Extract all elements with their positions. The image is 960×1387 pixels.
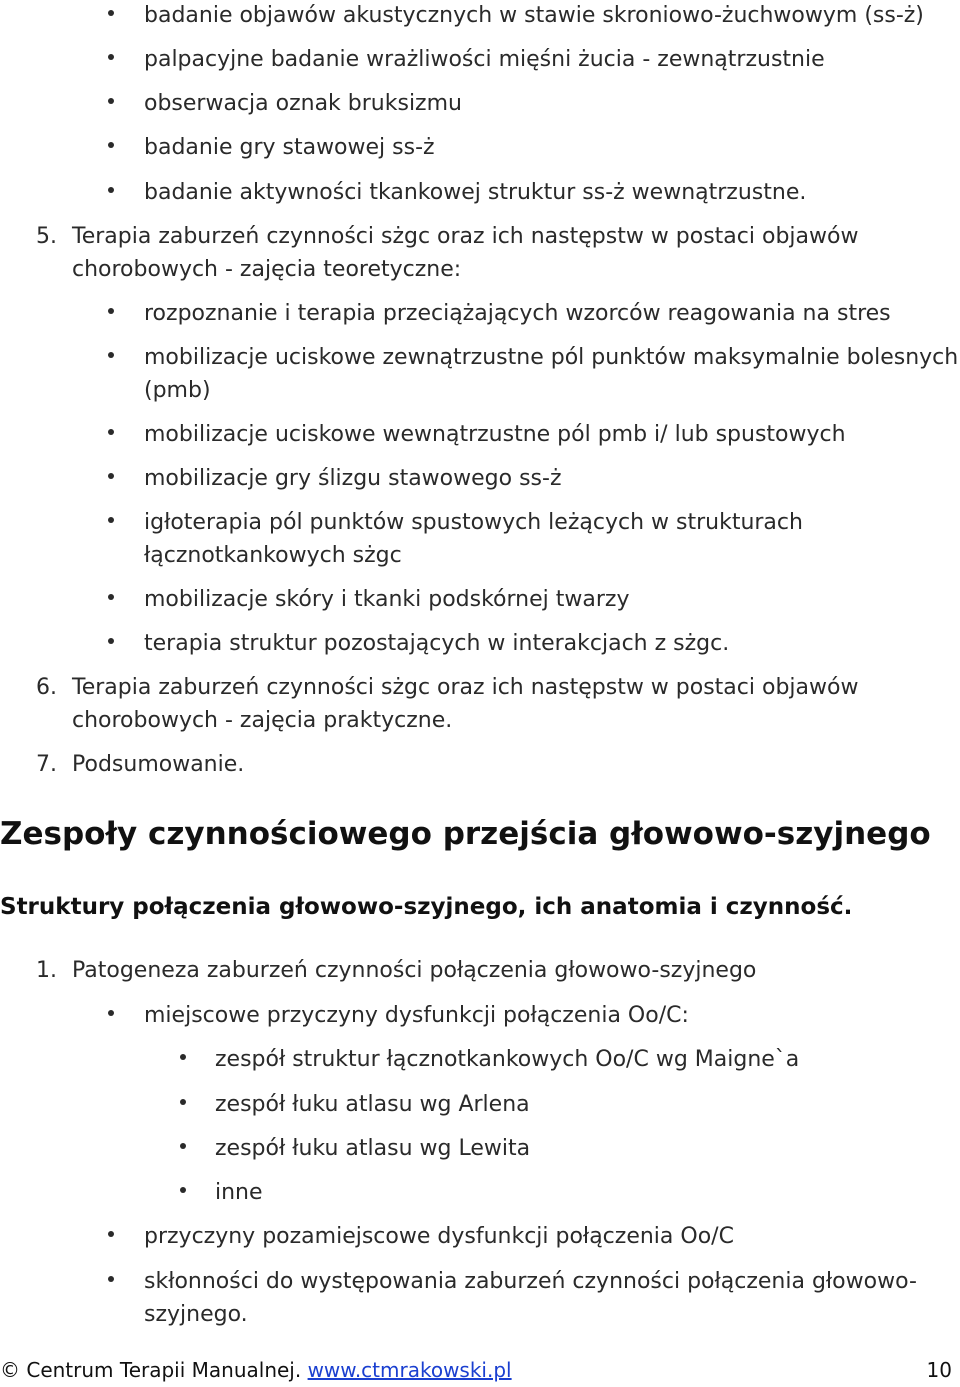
- bullet-dot: [108, 352, 114, 358]
- bullet-dot: [108, 638, 114, 644]
- section-heading: Zespoły czynnościowego przejścia głowowo-szyjnego: [0, 816, 931, 852]
- numbered-item-text: chorobowych - zajęcia teoretyczne:: [72, 257, 462, 282]
- list-item-continuation: szyjnego.: [144, 1302, 248, 1327]
- list-item: mobilizacje skóry i tkanki podskórnej twarzy: [144, 587, 630, 612]
- list-item: przyczyny pozamiejscowe dysfunkcji połączenia Oo/C: [144, 1224, 734, 1249]
- page-footer: [0, 1356, 512, 1384]
- bullet-dot: [108, 98, 114, 104]
- section-subheading: Struktury połączenia głowowo-szyjnego, ich anatomia i czynność.: [0, 894, 853, 920]
- list-number: 1.: [36, 958, 57, 983]
- bullet-dot: [108, 429, 114, 435]
- bullet-dot: [180, 1143, 186, 1149]
- footer-website-link[interactable]: www.ctmrakowski.pl: [307, 1358, 512, 1382]
- list-item: skłonności do występowania zaburzeń czynności połączenia głowowo-: [144, 1269, 917, 1294]
- sub-list-item: zespół łuku atlasu wg Arlena: [215, 1092, 530, 1117]
- bullet-dot: [108, 1276, 114, 1282]
- list-number: 5.: [36, 224, 57, 249]
- list-item: obserwacja oznak bruksizmu: [144, 91, 462, 116]
- list-item: mobilizacje uciskowe wewnątrzustne pól pmb i/ lub spustowych: [144, 422, 846, 447]
- bullet-dot: [108, 1231, 114, 1237]
- bullet-dot: [108, 1010, 114, 1016]
- list-item: mobilizacje gry ślizgu stawowego ss-ż: [144, 466, 562, 491]
- bullet-dot: [180, 1187, 186, 1193]
- bullet-dot: [108, 308, 114, 314]
- numbered-item-text: Patogeneza zaburzeń czynności połączenia głowowo-szyjnego: [72, 958, 757, 983]
- list-item: palpacyjne badanie wrażliwości mięśni żucia - zewnątrzustnie: [144, 47, 825, 72]
- list-item: igłoterapia pól punktów spustowych leżących w strukturach: [144, 510, 803, 535]
- list-item: badanie aktywności tkankowej struktur ss-ż wewnątrzustne.: [144, 180, 807, 205]
- list-number: 7.: [36, 752, 57, 777]
- sub-list-item: zespół struktur łącznotkankowych Oo/C wg Maigne`a: [215, 1047, 800, 1072]
- bullet-dot: [108, 473, 114, 479]
- bullet-dot: [108, 10, 114, 16]
- bullet-dot: [108, 517, 114, 523]
- list-item: terapia struktur pozostających w interakcjach z sżgc.: [144, 631, 730, 656]
- footer-copyright: © Centrum Terapii Manualnej.: [0, 1358, 308, 1382]
- list-item: miejscowe przyczyny dysfunkcji połączenia Oo/C:: [144, 1003, 689, 1028]
- bullet-dot: [108, 187, 114, 193]
- bullet-dot: [108, 594, 114, 600]
- list-item: mobilizacje uciskowe zewnątrzustne pól punktów maksymalnie bolesnych: [144, 345, 959, 370]
- sub-list-item: inne: [215, 1180, 263, 1205]
- numbered-item-text: Podsumowanie.: [72, 752, 245, 777]
- list-item-continuation: (pmb): [144, 378, 211, 403]
- numbered-item-text: Terapia zaburzeń czynności sżgc oraz ich następstw w postaci objawów: [72, 675, 859, 700]
- bullet-dot: [108, 142, 114, 148]
- page-number: 10: [926, 1358, 952, 1382]
- list-item: badanie gry stawowej ss-ż: [144, 135, 435, 160]
- bullet-dot: [108, 54, 114, 60]
- list-number: 6.: [36, 675, 57, 700]
- list-item: badanie objawów akustycznych w stawie skroniowo-żuchwowym (ss-ż): [144, 3, 924, 28]
- list-item: rozpoznanie i terapia przeciążających wzorców reagowania na stres: [144, 301, 891, 326]
- bullet-dot: [180, 1099, 186, 1105]
- bullet-dot: [180, 1054, 186, 1060]
- numbered-item-text: Terapia zaburzeń czynności sżgc oraz ich następstw w postaci objawów: [72, 224, 859, 249]
- sub-list-item: zespół łuku atlasu wg Lewita: [215, 1136, 531, 1161]
- numbered-item-text: chorobowych - zajęcia praktyczne.: [72, 708, 453, 733]
- list-item-continuation: łącznotkankowych sżgc: [144, 543, 402, 568]
